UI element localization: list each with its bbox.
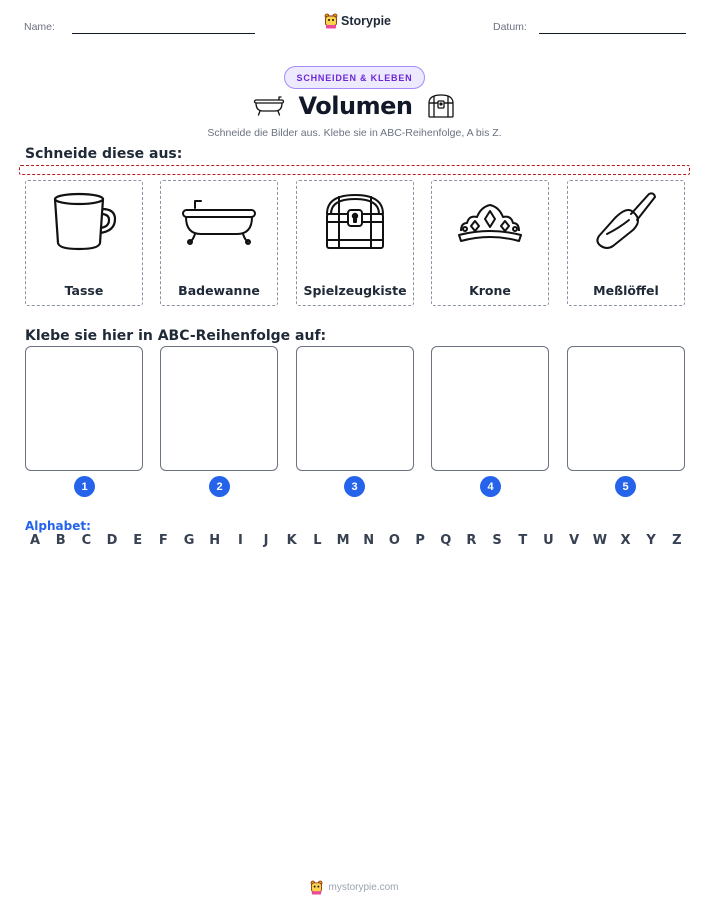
name-label: Name:: [24, 21, 55, 33]
alphabet-letter: I: [237, 533, 243, 548]
alphabet-letter: S: [492, 533, 502, 548]
alphabet-letter: Y: [646, 533, 656, 548]
alphabet-label: Alphabet:: [25, 519, 91, 533]
cut-heading: Schneide diese aus:: [25, 146, 183, 162]
mug-icon: [49, 191, 119, 253]
card-label: Meßlöffel: [593, 283, 659, 298]
card-label: Tasse: [64, 283, 104, 298]
measuring-scoop-icon: [593, 190, 659, 254]
bathtub-icon: [181, 198, 257, 246]
cut-card-krone[interactable]: [431, 180, 549, 306]
alphabet-row: [28, 533, 684, 548]
cut-card-tasse[interactable]: [25, 180, 143, 306]
alphabet-letter: X: [620, 533, 631, 548]
alphabet-letter: N: [363, 533, 375, 548]
storypie-mascot-icon: [310, 880, 323, 895]
slot-number: 2: [209, 476, 230, 497]
slot-number: 3: [344, 476, 365, 497]
storypie-logo: [324, 13, 391, 29]
alphabet-letter: Q: [440, 533, 452, 548]
slot-number: 5: [615, 476, 636, 497]
alphabet-letter: V: [569, 533, 580, 548]
cut-card-badewanne[interactable]: [160, 180, 278, 306]
card-label: Badewanne: [178, 283, 260, 298]
card-label: Krone: [469, 283, 511, 298]
crown-icon: [457, 201, 523, 243]
footer-url[interactable]: mystorypie.com: [328, 882, 399, 893]
paste-heading: Klebe sie hier in ABC-Reihenfolge auf:: [25, 328, 327, 344]
alphabet-letter: M: [336, 533, 350, 548]
alphabet-letter: U: [543, 533, 554, 548]
alphabet-letter: Z: [672, 533, 682, 548]
paste-box-3[interactable]: [296, 346, 414, 471]
storypie-mascot-icon: [324, 13, 338, 29]
brand-name: Storypie: [341, 14, 392, 28]
alphabet-letter: L: [313, 533, 322, 548]
instructions: Schneide die Bilder aus. Klebe sie in ABC-Reihenfolge, A bis Z.: [207, 127, 502, 139]
slot-number: 4: [480, 476, 501, 497]
alphabet-letter: K: [286, 533, 297, 548]
alphabet-letter: E: [133, 533, 143, 548]
title-row: [0, 92, 709, 120]
cut-card-spielzeugkiste[interactable]: [296, 180, 414, 306]
alphabet-letter: D: [106, 533, 118, 548]
paste-box-5[interactable]: [567, 346, 685, 471]
page-title: Volumen: [298, 92, 413, 120]
alphabet-letter: O: [388, 533, 400, 548]
alphabet-letter: F: [158, 533, 168, 548]
paste-box-2[interactable]: [160, 346, 278, 471]
alphabet-letter: B: [55, 533, 66, 548]
alphabet-letter: P: [415, 533, 425, 548]
treasure-chest-icon: [426, 93, 456, 119]
name-line[interactable]: [72, 33, 255, 34]
alphabet-letter: H: [209, 533, 221, 548]
alphabet-letter: G: [183, 533, 195, 548]
alphabet-letter: R: [466, 533, 477, 548]
bathtub-icon: [253, 95, 285, 117]
cut-line: [19, 165, 690, 175]
cut-card-messloeffel[interactable]: [567, 180, 685, 306]
paste-box-1[interactable]: [25, 346, 143, 471]
alphabet-letter: T: [518, 533, 528, 548]
treasure-chest-icon: [323, 192, 387, 252]
slot-number: 1: [74, 476, 95, 497]
date-label: Datum:: [493, 21, 527, 33]
alphabet-letter: J: [263, 533, 269, 548]
alphabet-letter: A: [29, 533, 41, 548]
date-line[interactable]: [539, 33, 686, 34]
category-badge: SCHNEIDEN & KLEBEN: [284, 66, 425, 89]
alphabet-letter: W: [592, 533, 608, 548]
alphabet-letter: C: [81, 533, 92, 548]
card-label: Spielzeugkiste: [303, 283, 407, 298]
footer: [0, 880, 709, 895]
paste-box-4[interactable]: [431, 346, 549, 471]
